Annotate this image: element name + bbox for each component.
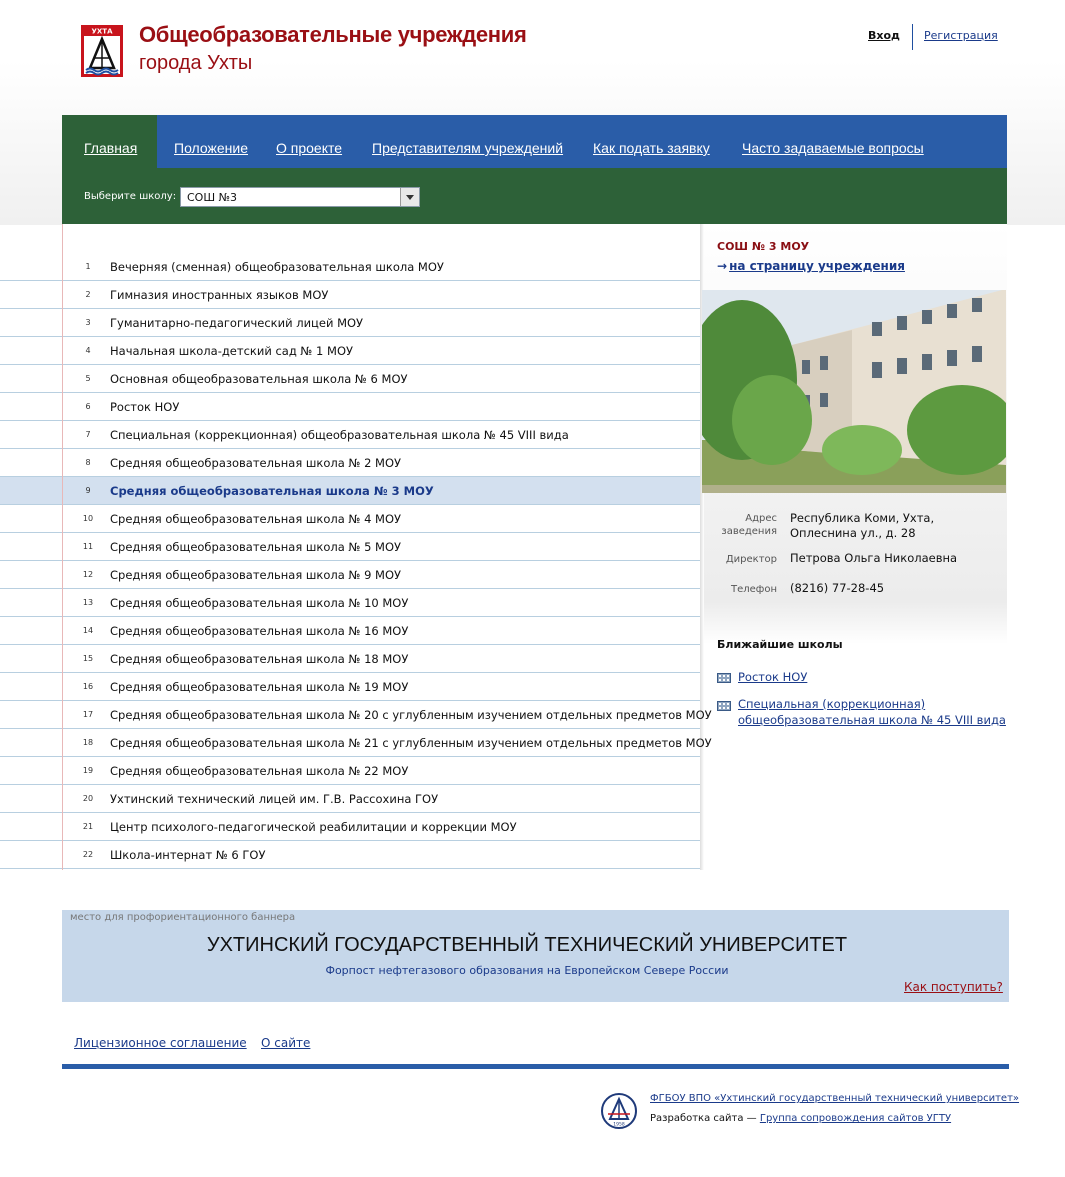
school-list-row[interactable] — [0, 757, 700, 785]
how-to-enroll-link[interactable]: Как поступить? — [904, 980, 1003, 994]
school-name[interactable]: Средняя общеобразовательная школа № 10 МОУ — [110, 596, 409, 610]
school-number: 22 — [82, 850, 94, 859]
school-name[interactable]: Средняя общеобразовательная школа № 22 МОУ — [110, 764, 409, 778]
school-number: 9 — [85, 486, 91, 495]
school-name[interactable]: Вечерняя (сменная) общеобразовательная школа МОУ — [110, 260, 444, 274]
school-name[interactable]: Росток НОУ — [110, 400, 180, 414]
school-number: 8 — [85, 458, 91, 467]
school-list-row[interactable] — [0, 617, 700, 645]
school-name[interactable]: Средняя общеобразовательная школа № 5 МОУ — [110, 540, 402, 554]
school-name[interactable]: Средняя общеобразовательная школа № 2 МОУ — [110, 456, 402, 470]
school-number: 18 — [82, 738, 94, 747]
school-number: 12 — [82, 570, 94, 579]
school-number: 20 — [82, 794, 94, 803]
school-number: 7 — [85, 430, 91, 439]
school-number: 15 — [82, 654, 94, 663]
university-logo-year: 1958 — [613, 1122, 625, 1128]
school-name[interactable]: Средняя общеобразовательная школа № 3 МОУ — [110, 484, 434, 498]
developer-credit: Разработка сайта — Группа сопровождения сайтов УГТУ — [650, 1113, 952, 1124]
school-number: 19 — [82, 766, 94, 775]
school-name[interactable]: Средняя общеобразовательная школа № 9 МОУ — [110, 568, 402, 582]
school-list-row[interactable] — [0, 281, 700, 309]
selected-school-title: СОШ № 3 МОУ — [717, 240, 810, 253]
list-left-border — [62, 224, 63, 870]
school-number: 13 — [82, 598, 94, 607]
auth-divider — [912, 24, 913, 50]
school-number: 21 — [82, 822, 94, 831]
nav-item-home[interactable]: Главная — [84, 140, 138, 156]
university-logo[interactable] — [600, 1092, 638, 1130]
school-list-row[interactable] — [0, 253, 700, 281]
about-site-link[interactable]: О сайте — [261, 1036, 311, 1050]
school-list-row[interactable] — [0, 365, 700, 393]
school-name[interactable]: Средняя общеобразовательная школа № 20 с углубленным изучением отдельных предметов МОУ — [110, 708, 712, 722]
phone-value: (8216) 77-28-45 — [790, 581, 885, 595]
school-name[interactable]: Средняя общеобразовательная школа № 21 с углубленным изучением отдельных предметов МОУ — [110, 736, 712, 750]
school-number: 16 — [82, 682, 94, 691]
school-name[interactable]: Средняя общеобразовательная школа № 16 МОУ — [110, 624, 409, 638]
school-number: 14 — [82, 626, 94, 635]
site-subtitle: города Ухты — [139, 52, 253, 74]
school-number: 3 — [85, 318, 91, 327]
nav-item-about-project[interactable]: О проекте — [276, 140, 343, 156]
school-list-row[interactable] — [0, 589, 700, 617]
school-list-row[interactable] — [0, 477, 700, 505]
nearby-school-link[interactable]: Специальная (коррекционная) общеобразовательная школа № 45 VIII вида — [738, 697, 1006, 727]
school-select-dropdown[interactable] — [180, 187, 420, 207]
university-link[interactable]: ФГБОУ ВПО «Ухтинский государственный технический университет» — [650, 1093, 1020, 1104]
row-divider — [0, 868, 700, 869]
school-name[interactable]: Ухтинский технический лицей им. Г.В. Рассохина ГОУ — [110, 792, 439, 806]
license-agreement-link[interactable]: Лицензионное соглашение — [74, 1036, 247, 1050]
nearby-school-link[interactable]: Росток НОУ — [738, 670, 808, 684]
logo-text: УХТА — [91, 27, 113, 36]
school-list-row[interactable] — [0, 309, 700, 337]
school-name[interactable]: Центр психолого-педагогической реабилитации и коррекции МОУ — [110, 820, 517, 834]
nav-item-regulation[interactable]: Положение — [174, 140, 248, 156]
developer-link[interactable]: Группа сопровождения сайтов УГТУ — [759, 1113, 952, 1124]
school-building-icon — [717, 671, 731, 683]
school-number: 2 — [85, 290, 91, 299]
school-number: 11 — [82, 542, 94, 551]
city-coat-of-arms-logo[interactable] — [80, 24, 124, 78]
nav-item-faq[interactable]: Часто задаваемые вопросы — [742, 140, 924, 156]
school-select-label: Выберите школу: — [84, 191, 177, 202]
school-list-row[interactable] — [0, 645, 700, 673]
register-link[interactable]: Регистрация — [924, 29, 998, 42]
school-name[interactable]: Гуманитарно-педагогический лицей МОУ — [110, 316, 364, 330]
banner-placeholder-note: место для профориентационного баннера — [70, 912, 296, 923]
school-list-row[interactable] — [0, 701, 712, 729]
school-list-row[interactable] — [0, 673, 700, 701]
footer-divider — [62, 1064, 1009, 1069]
school-list-row[interactable] — [0, 421, 700, 449]
school-name[interactable]: Гимназия иностранных языков МОУ — [110, 288, 329, 302]
school-list-row[interactable] — [0, 785, 700, 813]
director-label: Директор — [725, 554, 777, 565]
school-list-row[interactable] — [0, 393, 700, 421]
arrow-right-icon: → — [717, 259, 728, 273]
chevron-down-icon[interactable] — [400, 188, 419, 206]
school-number: 5 — [85, 374, 91, 383]
address-label: Адрес заведения — [721, 513, 777, 537]
banner-title: УХТИНСКИЙ ГОСУДАРСТВЕННЫЙ ТЕХНИЧЕСКИЙ УНИВЕРСИТЕТ — [206, 934, 848, 956]
school-number: 1 — [85, 262, 91, 271]
school-list-row[interactable] — [0, 337, 700, 365]
school-name[interactable]: Специальная (коррекционная) общеобразовательная школа № 45 VIII вида — [110, 428, 569, 442]
school-page-link[interactable] — [717, 259, 905, 273]
school-list-row[interactable] — [0, 505, 700, 533]
login-link[interactable]: Вход — [868, 29, 900, 42]
school-page-link-label: на страницу учреждения — [729, 259, 905, 273]
phone-label: Телефон — [730, 584, 777, 595]
nearby-schools-title: Ближайшие школы — [717, 638, 843, 651]
school-building-icon — [717, 699, 731, 711]
school-name[interactable]: Средняя общеобразовательная школа № 18 МОУ — [110, 652, 409, 666]
banner-subtitle: Форпост нефтегазового образования на Европейском Севере России — [325, 964, 729, 977]
school-list-row[interactable] — [0, 813, 700, 841]
nav-item-how-to-apply[interactable]: Как подать заявку — [593, 140, 710, 156]
school-name[interactable]: Основная общеобразовательная школа № 6 МОУ — [110, 372, 408, 386]
school-list-row[interactable] — [0, 841, 700, 869]
director-value: Петрова Ольга Николаевна — [790, 551, 958, 565]
school-number: 4 — [85, 346, 91, 355]
site-title: Общеобразовательные учреждения — [139, 22, 527, 47]
school-list-row[interactable] — [0, 729, 712, 757]
school-select-value: СОШ №3 — [187, 191, 238, 204]
school-photo — [702, 290, 1006, 493]
nav-item-representatives[interactable]: Представителям учреждений — [372, 140, 564, 156]
school-list-row[interactable] — [0, 533, 700, 561]
school-name[interactable]: Средняя общеобразовательная школа № 19 МОУ — [110, 680, 409, 694]
school-list-row[interactable] — [0, 449, 700, 477]
school-name[interactable]: Средняя общеобразовательная школа № 4 МОУ — [110, 512, 402, 526]
school-number: 6 — [85, 402, 91, 411]
school-name[interactable]: Начальная школа-детский сад № 1 МОУ — [110, 344, 353, 358]
school-number: 17 — [82, 710, 94, 719]
school-name[interactable]: Школа-интернат № 6 ГОУ — [110, 848, 266, 862]
school-list-row[interactable] — [0, 561, 700, 589]
address-value: Республика Коми, Ухта, Оплеснина ул., д. 28 — [790, 511, 935, 540]
school-number: 10 — [82, 514, 94, 523]
